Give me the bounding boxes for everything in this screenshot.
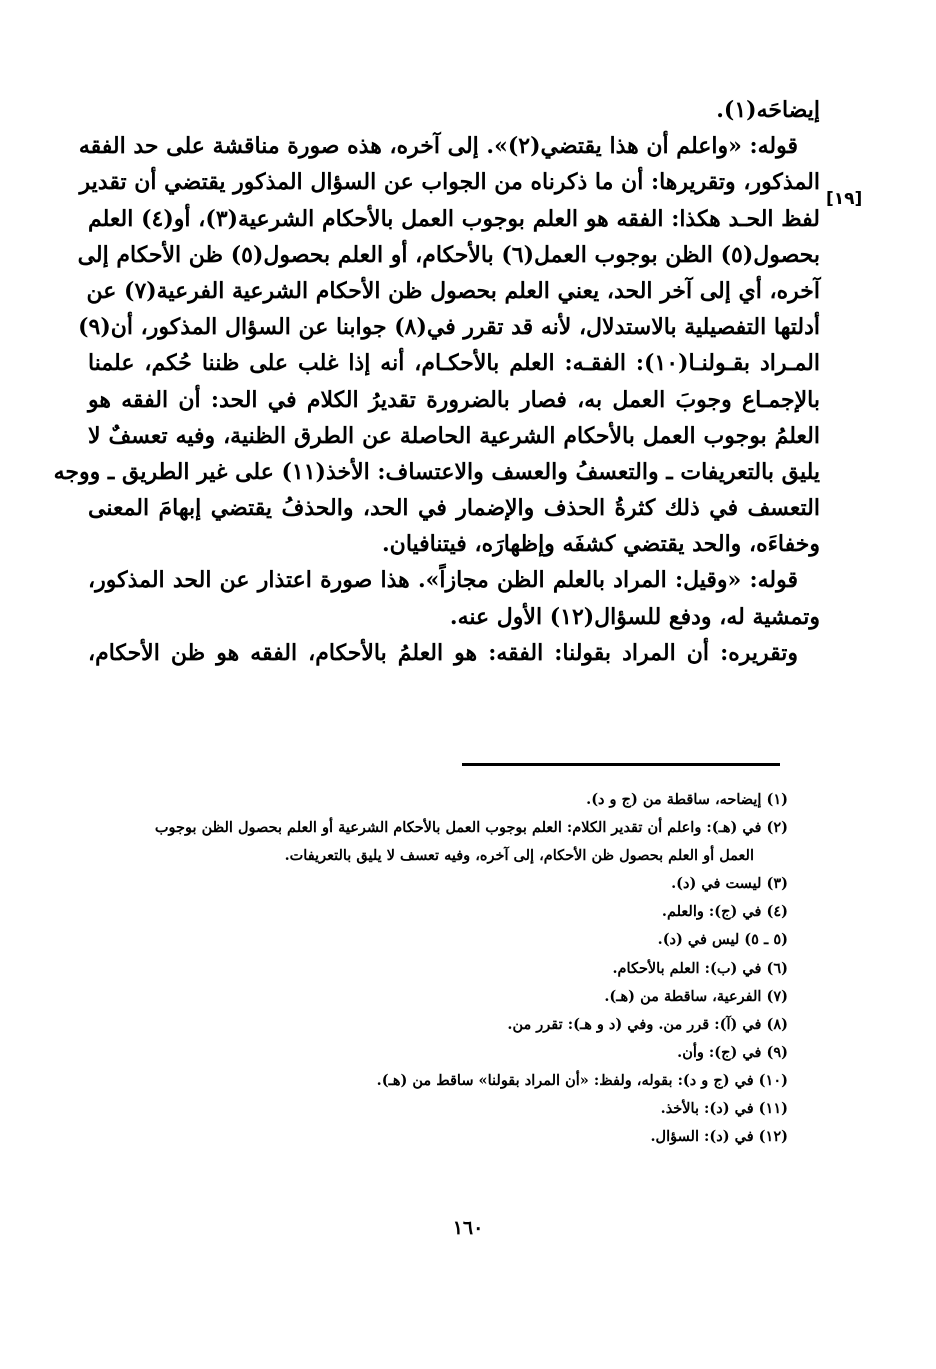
text-line: التعسف في ذلك كثرةُ الحذف والإضمار في الحد، والحذفُ يقتضي إبهامَ المعنى: [88, 495, 820, 522]
text-line: أدلتها التفصيلية بالاستدلال، لأنه قد تقرر في(٨) جوابنا عن السؤال المذكور، أن(٩): [78, 314, 820, 341]
footnote: (٦) في (ب): العلم بالأحكام.: [612, 959, 788, 977]
footnote: (٥ ـ ٥) ليس في (د).: [657, 931, 788, 949]
text-line: بالإجمـاع وجوبَ العمل به، فصار بالضرورة تقديرُ الكلام في الحد: أن الفقه هو: [88, 386, 820, 413]
text-line: وتقريره: أن المراد بقولنا: الفقه: هو العلمُ بالأحكام، الفقه هو ظن الأحكام،: [88, 639, 798, 666]
text-line: العلمُ بوجوب العمل بالأحكام الشرعية الحاصلة عن الطرق الظنية، وفيه تعسفٌ لا: [88, 422, 820, 449]
text-line: إيضاحَه(١).: [716, 97, 820, 123]
text-line: وخفاءَه، والحد يقتضي كشفَه وإظهارَه، فيتنافيان.: [382, 531, 820, 558]
footnote: (٤) في (ج): والعلم.: [661, 903, 788, 921]
footnote-divider: [462, 763, 780, 766]
footnote: (١١) في (د): بالأخذ.: [660, 1100, 788, 1118]
text-line: قوله: «وقيل: المراد بالعلم الظن مجازاً». هذا صورة اعتذار عن الحد المذكور،: [88, 567, 798, 594]
footnotes: [80, 786, 788, 1151]
footnote: (٩) في (ج): وأن.: [677, 1043, 788, 1061]
text-line: آخره، أي إلى آخر الحد، يعني العلم بحصول ظن الأحكام الشرعية الفرعية(٧) عن: [86, 277, 820, 304]
main-text: [53, 92, 820, 671]
text-line: المـراد بقـولنـا(١٠): الفقـه: العلم بالأحكـام، أنه إذا غلب على ظننا حُكم، علمنا: [88, 350, 820, 377]
margin-reference: [١٩]: [826, 189, 863, 209]
footnote: (١) إيضاحه، ساقطة من (ج و د).: [586, 791, 788, 808]
page-number: ١٦٠: [452, 1217, 484, 1239]
footnote: (١٢) في (د): السؤال.: [650, 1128, 788, 1146]
footnote: (١٠) في (ج و د): بقوله، ولفظ: «أن المراد بقولنا» ساقط من (هـ).: [376, 1071, 788, 1089]
footnote-continuation: العمل أو العلم بحصول ظن الأحكام، إلى آخره، وفيه تعسف لا يليق بالتعريفات.: [284, 847, 754, 865]
footnote: (٣) ليست في (د).: [671, 875, 788, 893]
text-line: المذكور، وتقريرها: أن ما ذكرناه من الجواب عن السؤال المذكور يقتضي أن تقدير: [79, 169, 820, 196]
footnote: (٢) في (هـ): واعلم أن تقدير الكلام: العلم بوجوب العمل بالأحكام الشرعية أو العلم بحصول الظن بوجوب: [154, 819, 788, 837]
text-line: لفظ الحـد هكذا: الفقه هو العلم بوجوب العمل بالأحكام الشرعية(٣)، أو(٤) العلم: [88, 205, 820, 232]
text-line: يليق بالتعريفات ـ والتعسفُ والعسف والاعتساف: الأخذ(١١) على غير الطريق ـ ووجه: [53, 458, 820, 485]
text-line: بحصول(٥) الظن بوجوب العمل(٦) بالأحكام، أو العلم بحصول(٥) ظن الأحكام إلى: [77, 241, 820, 268]
text-line: وتمشية له، ودفع للسؤال(١٢) الأول عنه.: [449, 603, 820, 630]
text-line: قوله: «واعلم أن هذا يقتضي(٢)». إلى آخره، هذه صورة مناقشة على حد الفقه: [78, 133, 798, 160]
footnote: (٨) في (آ): قرر من. وفي (د و هـ): تقرر من.: [507, 1015, 788, 1033]
footnote: (٧) الفرعية، ساقطة من (هـ).: [604, 987, 788, 1005]
